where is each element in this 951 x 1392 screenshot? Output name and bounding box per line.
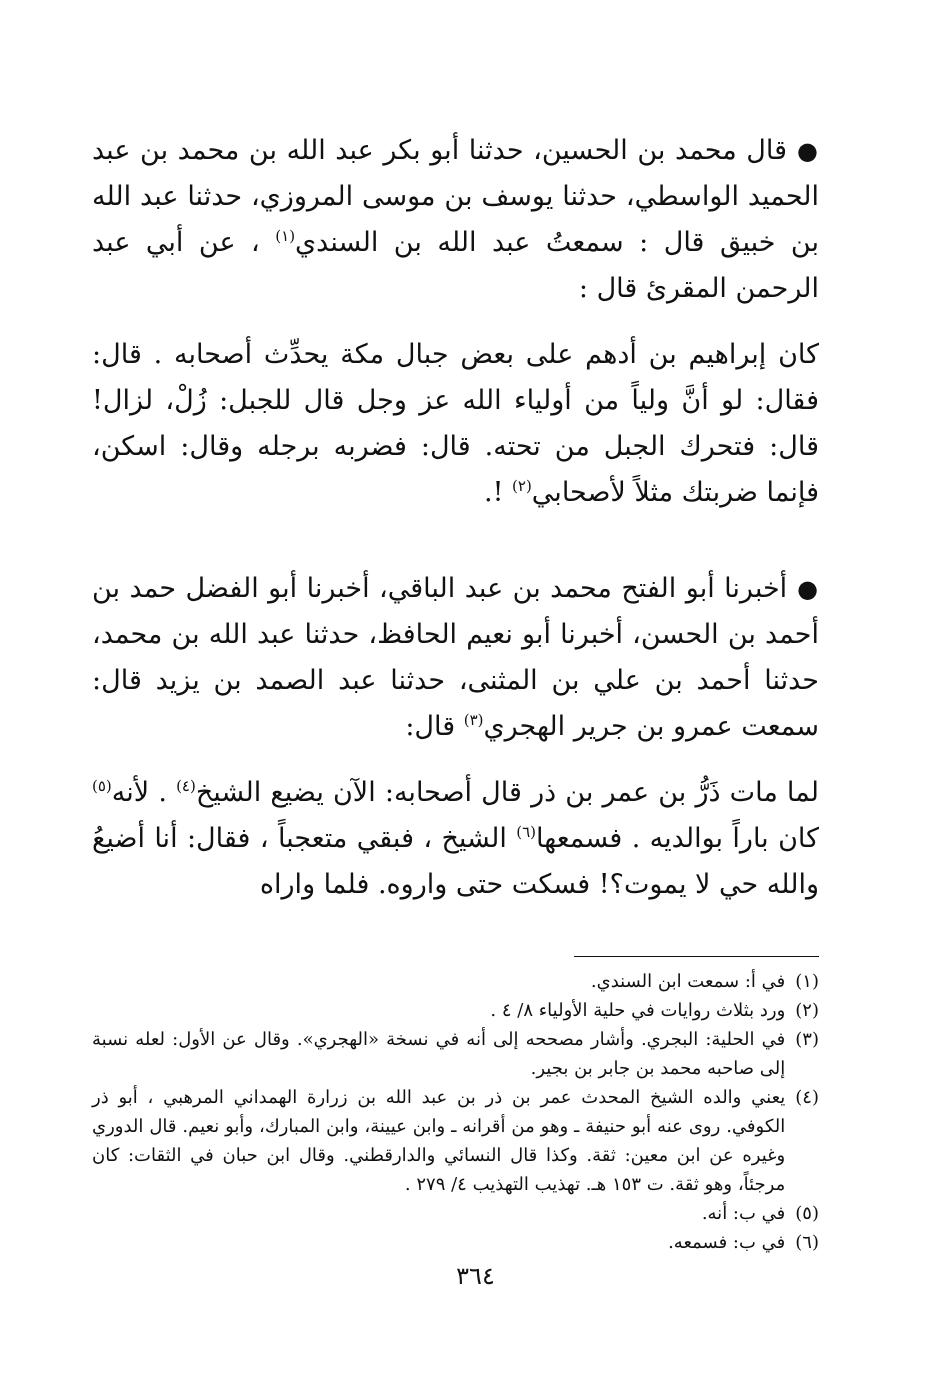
paragraph-text: أخبرنا أبو الفتح محمد بن عبد الباقي، أخبرنا أبو الفضل حمد بن أحمد بن الحسن، أخبرنا أبو نعيم الحافظ، حدثنا عبد الله بن محمد، حدثنا أحمد بن علي بن المثنى، حدثنا عبد الصمد بن يزيد قال: سمعت عمرو بن جرير الهجري bbox=[92, 573, 819, 742]
footnote-text: في ب: فسمعه. bbox=[668, 1232, 786, 1253]
footnote-text: في أ: سمعت ابن السندي. bbox=[590, 971, 786, 992]
paragraph-3 bbox=[92, 566, 819, 750]
footnote-ref[interactable]: (٦) bbox=[516, 823, 537, 841]
footnote-ref[interactable]: (١) bbox=[275, 227, 296, 245]
footnote-text: في ب: أنه. bbox=[701, 1203, 786, 1224]
paragraph-text: كان إبراهيم بن أدهم على بعض جبال مكة يحدِّث أصحابه . قال: فقال: لو أنَّ ولياً من أولياء الله عز وجل قال للجبل: زُلْ، لزال! قال: فتحرك الجبل من تحته. قال: فضربه برجله وقال: اسكن، فإنما ضربتك مثلاً لأصحابي bbox=[92, 339, 819, 508]
footnote bbox=[92, 1199, 819, 1228]
page-number: ٣٦٤ bbox=[456, 1262, 495, 1290]
footnote bbox=[92, 967, 819, 996]
paragraph-tail: الشيخ ، فبقي متعجباً ، فقال: أنا أضيعُ والله حي لا يموت؟! فسكت حتى واروه. فلما واراه bbox=[92, 823, 819, 900]
footnote-ref[interactable]: (٤) bbox=[176, 777, 196, 795]
footnote-number: (٦) bbox=[795, 1232, 819, 1253]
footnote-ref[interactable]: (٥) bbox=[92, 777, 112, 795]
footnote-divider bbox=[574, 956, 819, 957]
footnote-number: (٥) bbox=[795, 1203, 819, 1224]
footnote-text: ورد بثلاث روايات في حلية الأولياء ٨/ ٤ . bbox=[490, 1000, 786, 1021]
paragraph-tail: قال: bbox=[405, 711, 464, 742]
paragraph-2 bbox=[92, 332, 819, 516]
footnote bbox=[92, 996, 819, 1025]
footnote bbox=[92, 1025, 819, 1083]
footnote-number: (٢) bbox=[795, 1000, 819, 1021]
footnote-number: (١) bbox=[795, 971, 819, 992]
footnote-number: (٤) bbox=[795, 1087, 819, 1108]
paragraph-4 bbox=[92, 770, 819, 908]
paragraph-1 bbox=[92, 128, 819, 312]
bullet-icon: ● bbox=[797, 575, 819, 603]
footnote bbox=[92, 1083, 819, 1199]
paragraph-tail: كان باراً بوالديه . فسمعها bbox=[536, 823, 819, 854]
paragraph-tail: ، عن أبي عبد الرحمن المقرئ قال : bbox=[92, 227, 819, 304]
footnote-ref[interactable]: (٣) bbox=[463, 711, 484, 729]
footnote-text: يعني والده الشيخ المحدث عمر بن ذر بن عبد الله بن زرارة الهمداني المرهبي ، أبو ذر الكوفي. روى عنه أبو حنيفة ـ وهو من أقرانه ـ وابن عيينة، وابن المبارك، وأبو نعيم. قال الدوري وغيره عن ابن معين: ثقة. وكذا قال النسائي والدارقطني. وقال ابن حبان في الثقات: كان مرجئاً، وهو ثقة. ت ١٥٣ هـ. تهذيب التهذيب ٤/ ٢٧٩ . bbox=[92, 1087, 786, 1195]
footnotes-list bbox=[92, 967, 819, 1257]
footnote-number: (٣) bbox=[795, 1029, 819, 1050]
paragraph-text: لما مات ذَرُّ بن عمر بن ذر قال أصحابه: الآن يضيع الشيخ bbox=[195, 777, 819, 808]
paragraph-text: قال محمد بن الحسين، حدثنا أبو بكر عبد الله بن محمد بن عبد الحميد الواسطي، حدثنا يوسف بن موسى المروزي، حدثنا عبد الله بن خبيق قال : سمعتُ عبد الله بن السندي bbox=[92, 135, 819, 258]
bullet-icon: ● bbox=[797, 137, 819, 165]
paragraph-tail: . لأنه bbox=[111, 777, 177, 808]
footnote-text: في الحلية: البجري. وأشار مصححه إلى أنه في نسخة «الهجري». وقال عن الأول: لعله نسبة إلى صاحبه محمد بن جابر بن بجير. bbox=[92, 1029, 786, 1079]
footnote bbox=[92, 1228, 819, 1257]
footnote-ref[interactable]: (٢) bbox=[512, 477, 532, 495]
paragraph-tail: !. bbox=[484, 477, 513, 508]
